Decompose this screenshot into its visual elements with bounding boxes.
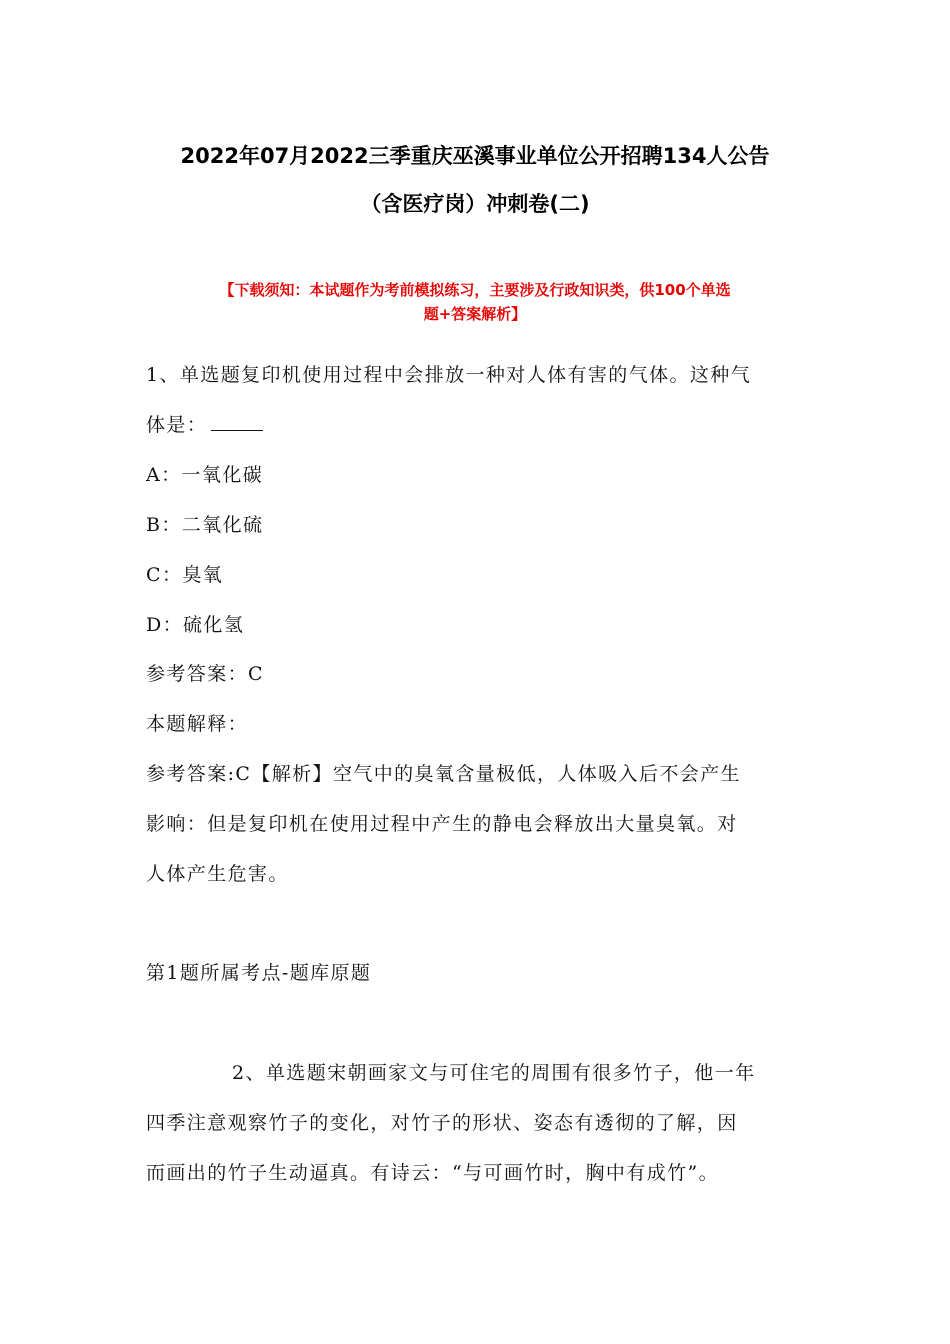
download-notice-line1: 【下载须知：本试题作为考前模拟练习，主要涉及行政知识类，供100个单选 bbox=[219, 281, 731, 299]
question1-stem-line1: 1、单选题复印机使用过程中会排放一种对人体有害的气体。这种气 bbox=[146, 364, 752, 386]
question1-answer: 参考答案：C bbox=[146, 663, 264, 685]
question2-stem-line3: 而画出的竹子生动逼真。有诗云：“与可画竹时，胸中有成竹”。 bbox=[146, 1162, 720, 1184]
document-title-line2: （含医疗岗）冲刺卷(二) bbox=[360, 192, 590, 216]
answer-blank bbox=[211, 412, 263, 431]
question1-option-b: B：二氧化硫 bbox=[146, 514, 264, 536]
download-notice-line2: 题+答案解析】 bbox=[423, 305, 527, 323]
question1-explanation-line1: 参考答案:C【解析】空气中的臭氧含量极低，人体吸入后不会产生 bbox=[146, 763, 741, 785]
question1-option-a: A：一氧化碳 bbox=[146, 464, 264, 486]
question2-stem-line2: 四季注意观察竹子的变化，对竹子的形状、姿态有透彻的了解，因 bbox=[146, 1112, 738, 1134]
question1-explanation-label: 本题解释： bbox=[146, 713, 249, 735]
question1-stem-text: 体是： bbox=[146, 414, 208, 436]
question2-stem-line1: 2、单选题宋朝画家文与可住宅的周围有很多竹子，他一年 bbox=[232, 1062, 756, 1084]
question1-topic: 第1题所属考点-题库原题 bbox=[146, 962, 372, 984]
question1-option-c: C：臭氧 bbox=[146, 564, 224, 586]
question1-stem-line2 bbox=[146, 412, 263, 438]
question1-explanation-line2: 影响：但是复印机在使用过程中产生的静电会释放出大量臭氧。对 bbox=[146, 813, 738, 835]
question1-option-d: D：硫化氢 bbox=[146, 614, 245, 636]
question1-explanation-line3: 人体产生危害。 bbox=[146, 863, 289, 885]
document-title-line1: 2022年07月2022三季重庆巫溪事业单位公开招聘134人公告 bbox=[180, 144, 770, 168]
